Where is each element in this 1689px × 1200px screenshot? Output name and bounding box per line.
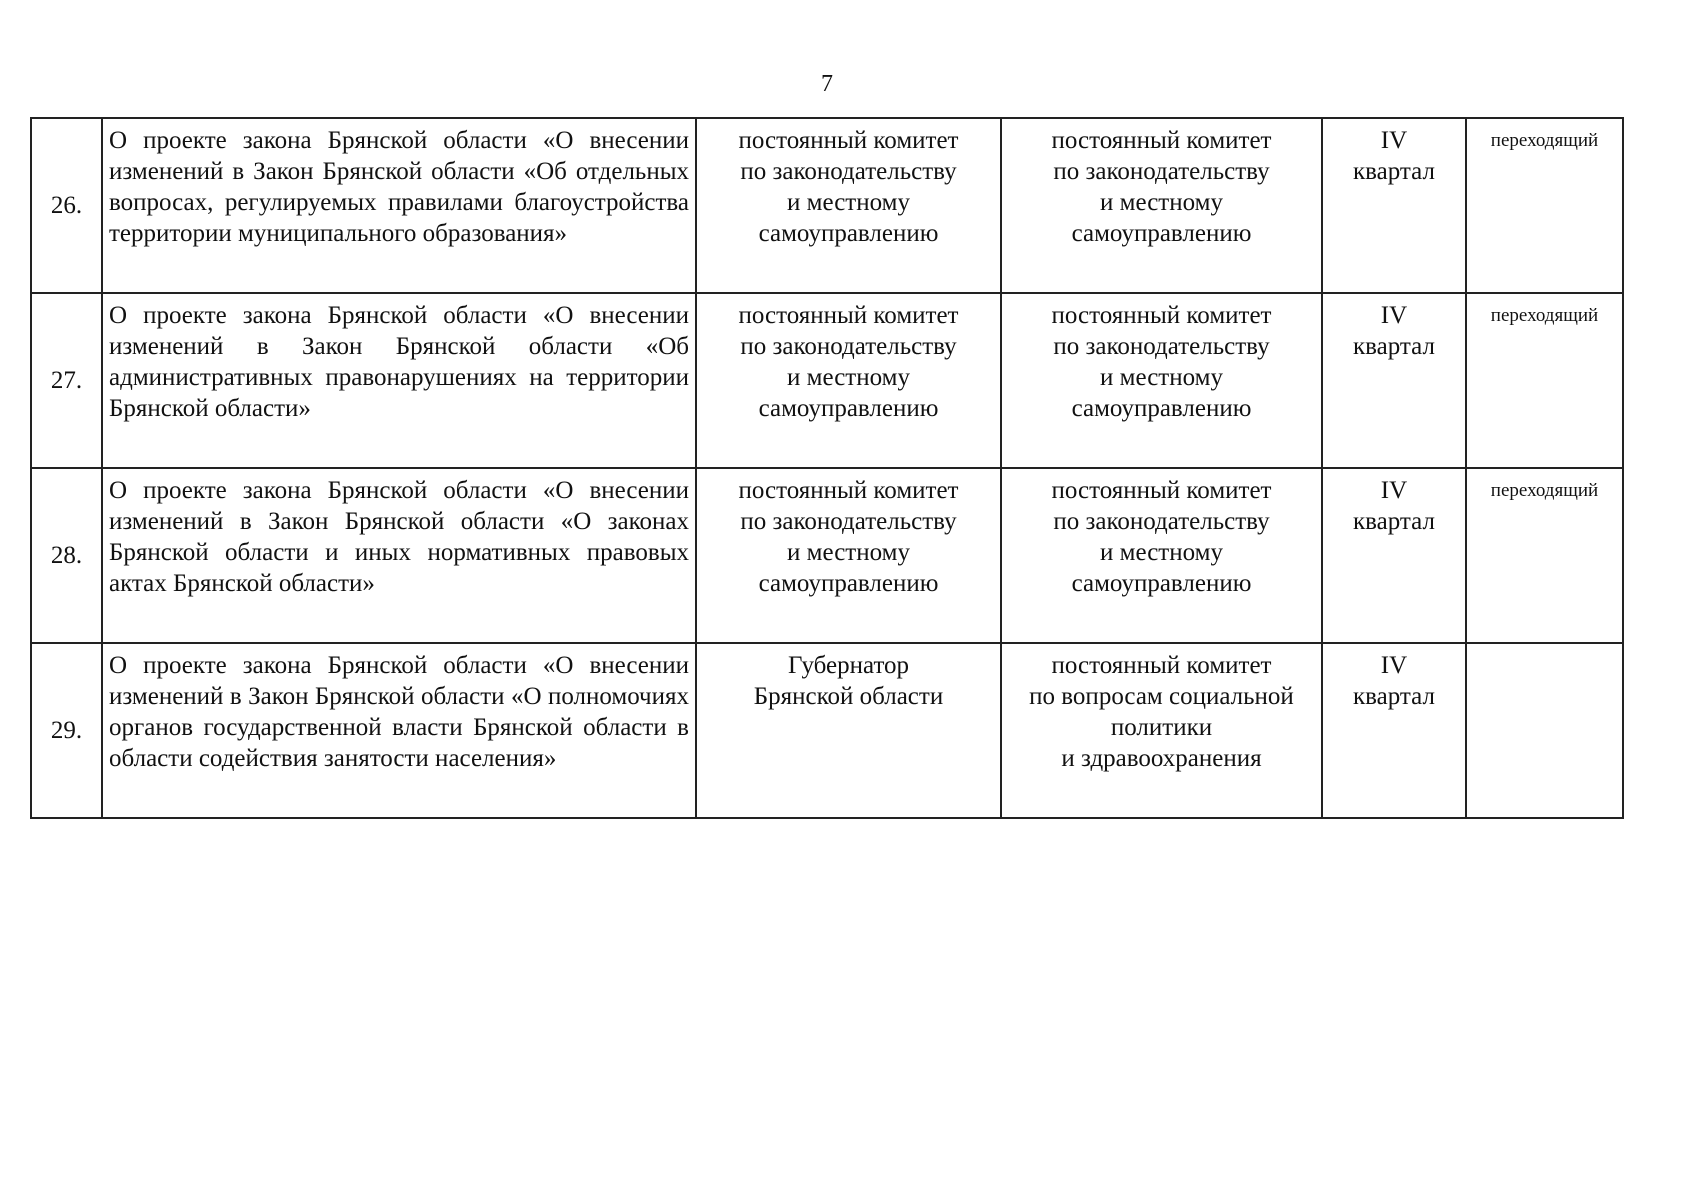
- initiator: постоянный комитет по законодательству и местному самоуправлению: [696, 468, 1001, 643]
- note: переходящий: [1466, 118, 1623, 293]
- initiator: постоянный комитет по законодательству и местному самоуправлению: [696, 118, 1001, 293]
- table-row: [31, 293, 1623, 468]
- note: [1466, 643, 1623, 818]
- page-number: 7: [821, 71, 833, 97]
- row-number: 29.: [31, 643, 102, 818]
- bill-title: О проекте закона Брянской области «О внесении изменений в Закон Брянской области «Об отдельных вопросах, регулируемых правилами благоустройства территории муниципального образования»: [102, 118, 696, 293]
- term: IV квартал: [1322, 293, 1466, 468]
- row-number: 28.: [31, 468, 102, 643]
- responsible: постоянный комитет по законодательству и местному самоуправлению: [1001, 468, 1322, 643]
- table-row: [31, 643, 1623, 818]
- bill-title: О проекте закона Брянской области «О внесении изменений в Закон Брянской области «Об административных правонарушениях на территории Брянской области»: [102, 293, 696, 468]
- row-number: 27.: [31, 293, 102, 468]
- initiator: Губернатор Брянской области: [696, 643, 1001, 818]
- initiator: постоянный комитет по законодательству и местному самоуправлению: [696, 293, 1001, 468]
- note: переходящий: [1466, 293, 1623, 468]
- table-row: [31, 118, 1623, 293]
- term: IV квартал: [1322, 118, 1466, 293]
- responsible: постоянный комитет по вопросам социальной политики и здравоохранения: [1001, 643, 1322, 818]
- plan-table: [30, 117, 1624, 819]
- table-row: [31, 468, 1623, 643]
- term: IV квартал: [1322, 643, 1466, 818]
- row-number: 26.: [31, 118, 102, 293]
- bill-title: О проекте закона Брянской области «О внесении изменений в Закон Брянской области «О законах Брянской области и иных нормативных правовых актах Брянской области»: [102, 468, 696, 643]
- responsible: постоянный комитет по законодательству и местному самоуправлению: [1001, 118, 1322, 293]
- responsible: постоянный комитет по законодательству и местному самоуправлению: [1001, 293, 1322, 468]
- note: переходящий: [1466, 468, 1623, 643]
- term: IV квартал: [1322, 468, 1466, 643]
- bill-title: О проекте закона Брянской области «О внесении изменений в Закон Брянской области «О полномочиях органов государственной власти Брянской области в области содействия занятости населения»: [102, 643, 696, 818]
